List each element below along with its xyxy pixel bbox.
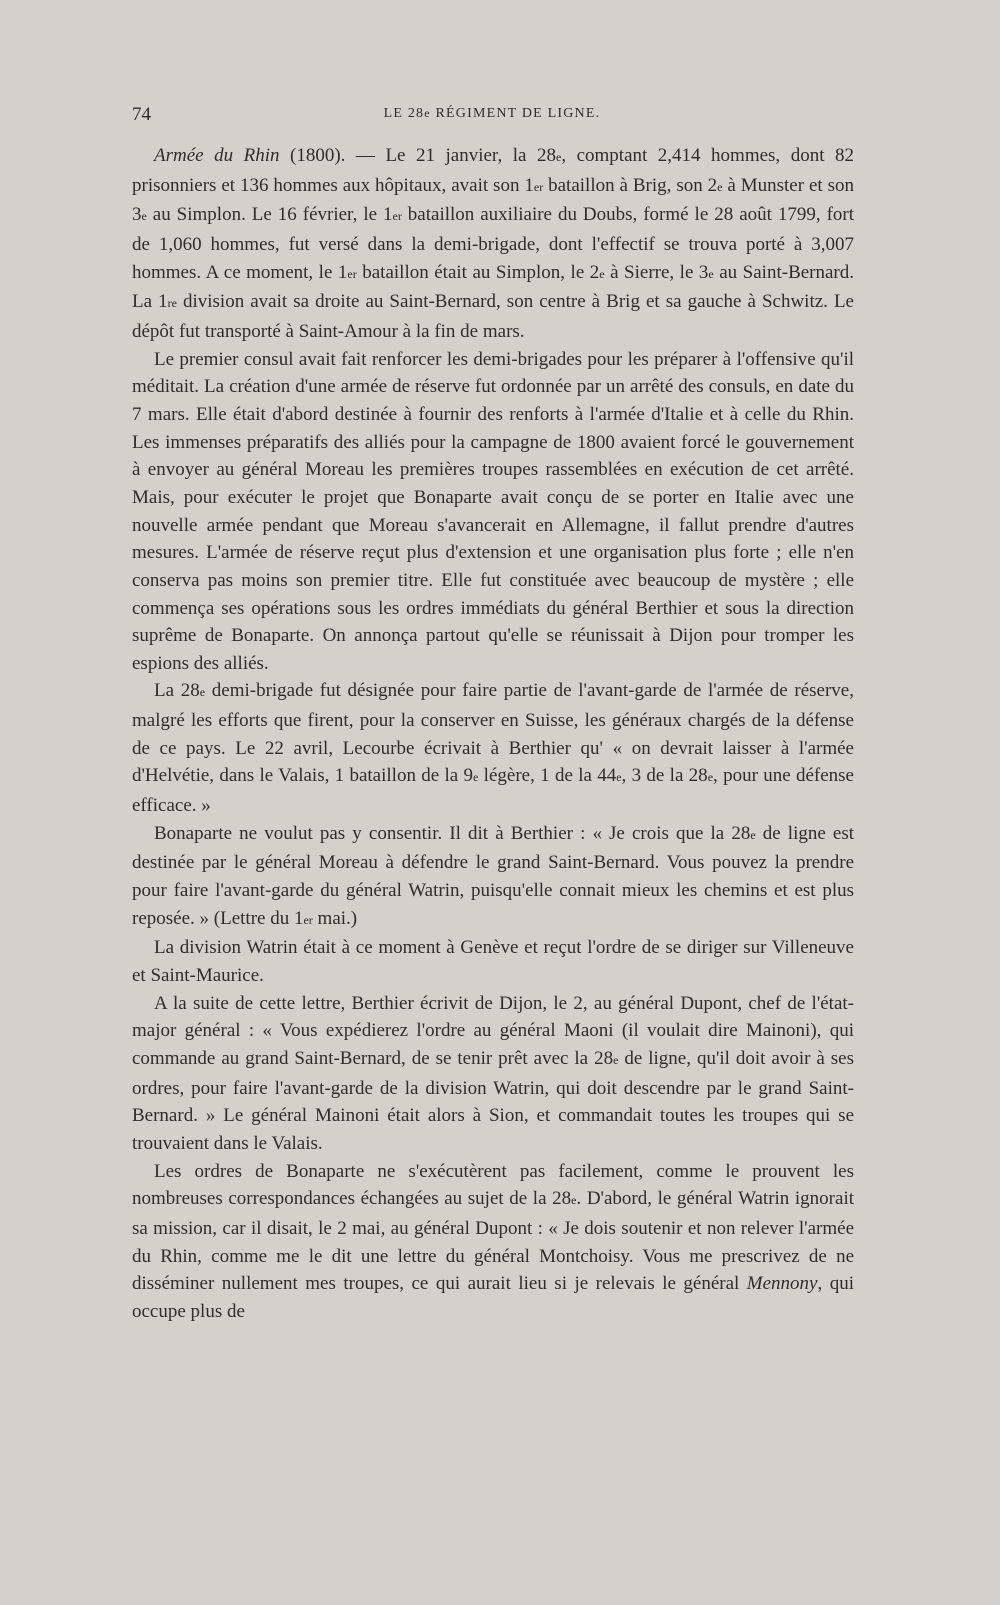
paragraph-1: Armée du Rhin (1800). — Le 21 janvier, la 28e, comptant 2,414 hommes, dont 82 prisonniers et 136 hommes aux hôpitaux, avait son 1er bataillon à Brig, son 2e à Munster et son 3e au Simplon. Le 16 février, le 1er bataillon auxiliaire du Doubs, formé le 28 août 1799, fort de 1,060 hommes, fut versé dans la demi-brigade, dont l'effectif se trouva porté à 3,007 hommes. A ce moment, le 1er bataillon était au Simplon, le 2e à Sierre, le 3e au Saint-Bernard. La 1re division avait sa droite au Saint-Bernard, son centre à Brig et sa gauche à Schwitz. Le dépôt fut transporté à Saint-Amour à la fin de mars.	[132, 145, 855, 342]
body-text	[132, 142, 854, 1326]
paragraph-7: Les ordres de Bonaparte ne s'exécutèrent pas facilement, comme le prouvent les nombreuses correspondances échangées au sujet de la 28e. D'abord, le général Watrin ignorait sa mission, car il disait, le 2 mai, au général Dupont : « Je dois soutenir et non relever l'armée du Rhin, comme me le dit une lettre du général Montchoisy. Vous me prescrivez de ne disséminer nullement mes troupes, ce qui aurait lieu si je relevais le général Mennony, qui occupe plus de	[132, 1160, 855, 1322]
running-title: LE 28e RÉGIMENT DE LIGNE.	[383, 106, 601, 121]
page-number: 74	[132, 104, 151, 125]
paragraph-6: A la suite de cette lettre, Berthier écrivit de Dijon, le 2, au général Dupont, chef de l'état-major général : « Vous expédierez l'ordre au général Maoni (il voulait dire Mainoni), qui commande au grand Saint-Bernard, de se tenir prêt avec la 28e de ligne, qu'il doit avoir à ses ordres, pour faire l'avant-garde de la division Watrin, qui doit descendre par le grand Saint-Bernard. » Le général Mainoni était alors à Sion, et commandait toutes les troupes qui se trouvaient dans le Valais.	[132, 992, 855, 1154]
paragraph-5: La division Watrin était à ce moment à Genève et reçut l'ordre de se diriger sur Villeneuve et Saint-Maurice.	[132, 937, 854, 987]
paragraph-3: La 28e demi-brigade fut désignée pour faire partie de l'avant-garde de l'armée de réserve, malgré les efforts que firent, pour la conserver en Suisse, les généraux chargés de la défense de ce pays. Le 22 avril, Lecourbe écrivait à Berthier qu' « on devrait laisser à l'armée d'Helvétie, dans le Valais, 1 bataillon de la 9e légère, 1 de la 44e, 3 de la 28e, pour une défense efficace. »	[132, 680, 854, 817]
paragraph-2: Le premier consul avait fait renforcer les demi-brigades pour les préparer à l'offensive qu'il méditait. La création d'une armée de réserve fut ordonnée par un arrêté des consuls, en date du 7 mars. Elle était d'abord destinée à fournir des renforts à l'armée d'Italie et à celle du Rhin. Les immenses préparatifs des alliés pour la campagne de 1800 avaient forcé le gouvernement à envoyer au général Moreau les premières troupes rassemblées en exécution de cet arrêté. Mais, pour exécuter le projet que Bonaparte avait conçu de se porter en Italie avec une nouvelle armée pendant que Moreau s'avancerait en Allemagne, il fallut prendre d'autres mesures. L'armée de réserve reçut plus d'extension et une organisation plus forte ; elle n'en conserva pas moins son premier titre. Elle fut constituée avec beaucoup de mystère ; elle commença ses opérations sous les ordres immédiats du général Berthier et sous la direction suprême de Bonaparte. On annonça partout qu'elle se réunissait à Dijon pour tromper les espions des alliés.	[132, 348, 854, 674]
page-header	[132, 104, 852, 134]
paragraph-4: Bonaparte ne voulut pas y consentir. Il dit à Berthier : « Je crois que la 28e de ligne est destinée par le général Moreau à défendre le grand Saint-Bernard. Vous pouvez la prendre pour faire l'avant-garde du général Watrin, puisqu'elle connait mieux les chemins et est plus reposée. » (Lettre du 1er mai.)	[132, 822, 854, 929]
